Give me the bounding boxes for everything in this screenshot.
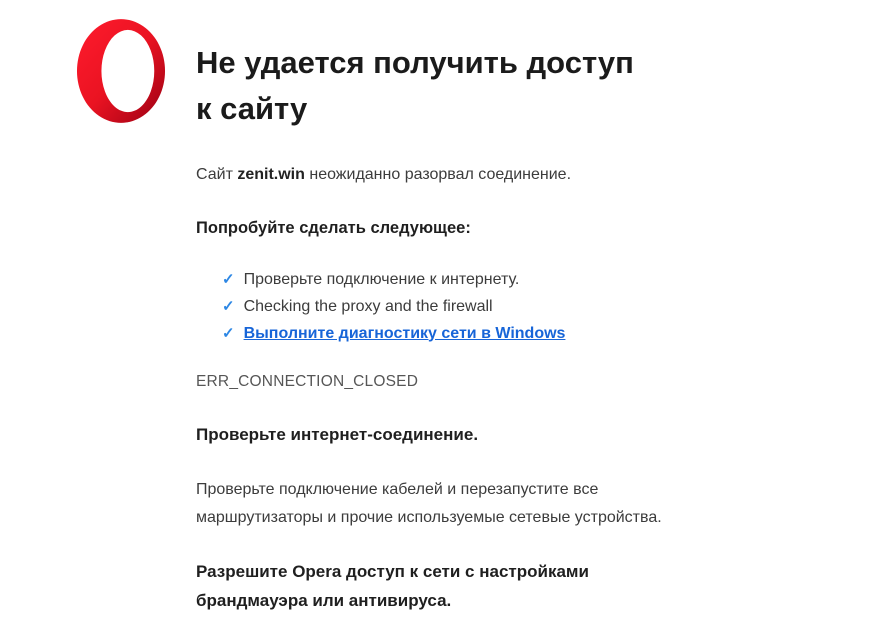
section-heading-firewall: Разрешите Opera доступ к сети с настройками брандмауэра или антивируса. [196, 562, 589, 610]
site-hostname: zenit.win [237, 166, 305, 183]
check-icon: ✓ [222, 271, 235, 288]
check-icon: ✓ [222, 298, 235, 315]
check-icon: ✓ [222, 325, 235, 342]
error-content [196, 0, 696, 615]
error-code: ERR_CONNECTION_CLOSED [196, 373, 419, 390]
opera-logo-icon [76, 16, 166, 126]
page-title: Не удается получить доступ к сайту [196, 45, 634, 126]
section-body-internet: Проверьте подключение кабелей и перезапустите все маршрутизаторы и прочие используемые сетевые устройства. [196, 481, 662, 526]
list-item [196, 266, 696, 293]
suggestion-text: Проверьте подключение к интернету. [243, 270, 520, 288]
list-item [196, 293, 696, 320]
error-message-prefix: Сайт [196, 166, 238, 183]
suggestions-heading: Попробуйте сделать следующее: [196, 219, 471, 237]
section-heading-internet: Проверьте интернет-соединение. [196, 425, 479, 444]
network-diagnostics-link[interactable]: Выполните диагностику сети в Windows [243, 324, 566, 342]
suggestion-text: Checking the proxy and the firewall [243, 297, 493, 315]
error-message-suffix: неожиданно разорвал соединение. [304, 166, 572, 183]
error-message [196, 164, 696, 185]
list-item [196, 320, 696, 347]
suggestions-list [196, 266, 696, 347]
